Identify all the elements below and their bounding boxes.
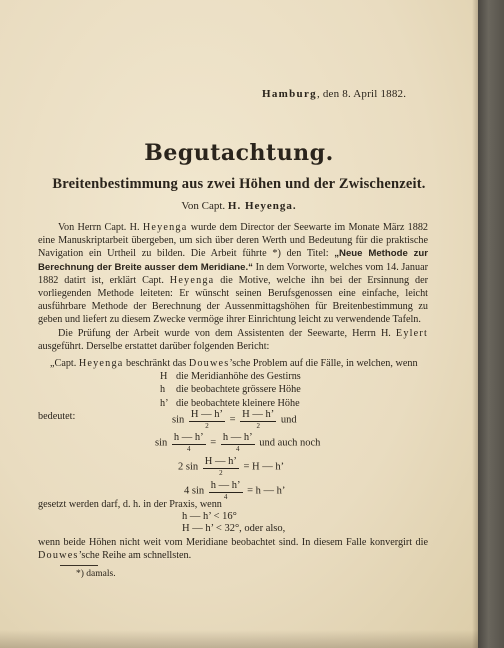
eq3-function: 2 sin — [178, 461, 199, 473]
eq4-tail: = h — h’ — [247, 485, 286, 497]
conclusion-paragraph — [38, 536, 428, 562]
paragraph-1 — [38, 221, 428, 327]
eq2-function: sin — [155, 437, 168, 449]
book-spine — [478, 0, 504, 648]
eq1-numerator: H — h’ — [190, 409, 223, 420]
condition-1: h — h’ < 16° — [182, 511, 237, 522]
page-bottom-shadow — [0, 630, 478, 648]
definition-item — [160, 397, 428, 410]
equation-2 — [155, 432, 320, 454]
document-subtitle: Breitenbestimmung aus zwei Höhen und der Zwischenzeit. — [52, 176, 426, 192]
eq4-denominator: 4 — [223, 493, 228, 501]
eq1-denominator-2: 2 — [256, 422, 260, 430]
condition-2: H — h’ < 32°, oder also, — [182, 523, 286, 534]
definition-text: die beobachtete kleinere Höhe — [176, 397, 300, 409]
byline-prefix: Von Capt. — [181, 200, 226, 212]
p1-text-4: die Motive, welche ihn bei der Ersinnung der vorliegenden Methode leiteten: Er wünscht seinen Berufsgenossen eine einfache, leicht ausführbare Methode der Berechnung der Aussenmittagshöhen für Breitenbestimmung zu geben und liefert zu diesem Zwecke vermöge ihrer Einrichtung leicht zu verwendende Tafeln. — [38, 274, 428, 326]
definitions-list — [160, 370, 428, 410]
conclusion-text-1: wenn beide Höhen nicht weit vom Meridiane beobachtet sind. In diesem Falle konvergirt die — [38, 537, 428, 548]
p1-name-2: Heyenga — [169, 274, 215, 286]
eq2-denominator-2: 4 — [235, 445, 240, 453]
eq3-tail: = H — h’ — [243, 461, 285, 473]
dateline-city: Hamburg — [262, 88, 317, 100]
body-text — [38, 221, 429, 426]
definition-symbol: h’ — [160, 397, 169, 409]
quote-text-1: „Capt. — [50, 358, 77, 370]
eq3-denominator: 2 — [219, 469, 223, 477]
p1-name-1: Heyenga — [142, 222, 188, 233]
definition-symbol: h — [160, 384, 166, 396]
paragraph-2 — [38, 327, 428, 353]
eq1-denominator: 2 — [205, 422, 209, 430]
eq2-numerator: h — h’ — [173, 432, 204, 443]
conclusion-text-2: ’sche Reihe am schnellsten. — [78, 550, 192, 562]
eq1-numerator-2: H — h’ — [242, 409, 275, 420]
eq2-fraction-left — [172, 432, 206, 454]
eq3-fraction — [203, 456, 239, 478]
praxis-line: gesetzt werden darf, d. h. in der Praxis, wenn — [38, 499, 222, 510]
eq2-equals: = — [210, 437, 217, 449]
p1-work-title: „Neue Methode zur Berechnung der Breite ausser dem Meridiane.“ — [38, 248, 428, 273]
quote-text-3: ’sche Problem auf die Fälle, in welchen, wenn — [229, 358, 418, 370]
eq2-denominator: 4 — [187, 445, 191, 453]
bedeutet-label: bedeutet: — [38, 410, 76, 422]
byline-author: H. Heyenga. — [227, 200, 297, 212]
quote-text-2: beschränkt das — [126, 358, 187, 370]
eq2-fraction-right — [221, 432, 255, 454]
eq1-fraction-right — [240, 409, 276, 431]
eq4-function: 4 sin — [184, 485, 205, 497]
quote-name-1: Heyenga — [78, 358, 124, 370]
eq2-numerator-2: h — h’ — [222, 432, 253, 443]
p2-text-2: ausgeführt. Derselbe erstattet darüber folgenden Bericht: — [38, 340, 270, 352]
dateline-date: den 8. April 1882. — [322, 88, 407, 100]
quote-name-2: Douwes — [188, 358, 230, 370]
equation-1 — [172, 409, 297, 431]
definition-symbol: H — [160, 371, 168, 383]
footnote: *) damals. — [76, 569, 116, 579]
p1-text-2: wurde dem Director der Seewarte im Monate März 1882 eine Manuskriptarbeit übergeben, um sich über deren Werth und Bedeutung für die praktische Navigation ein Urtheil zu bilden. Die Arbeit führte *) den Titel: — [38, 222, 429, 260]
equation-3 — [178, 456, 284, 478]
p2-name: Eylert — [395, 327, 429, 339]
quote-intro — [38, 357, 428, 370]
p1-text-1: Von Herrn Capt. H. — [58, 222, 140, 233]
document-title: Begutachtung. — [144, 140, 334, 166]
p1-text-3: In dem Vorworte, welches vom 14. Januar 1882 datirt ist, erklärt Capt. — [38, 261, 429, 286]
eq1-tail: und — [280, 414, 297, 426]
eq1-fraction-left — [189, 409, 225, 431]
eq2-tail: und auch noch — [259, 437, 321, 449]
eq1-function: sin — [172, 414, 185, 426]
definition-text: die Meridianhöhe des Gestirns — [176, 371, 301, 383]
conclusion-name: Douwes — [38, 550, 79, 562]
eq1-equals: = — [229, 414, 236, 426]
eq4-numerator: h — h’ — [210, 480, 241, 491]
dateline: Hamburg, den 8. April 1882. — [262, 88, 407, 100]
definition-item — [160, 370, 428, 383]
definition-text: die beobachtete grössere Höhe — [176, 384, 301, 396]
definition-item — [160, 383, 428, 396]
byline — [0, 200, 478, 212]
footnote-rule — [60, 565, 98, 566]
p2-text-1: Die Prüfung der Arbeit wurde von dem Assistenten der Seewarte, Herrn H. — [58, 327, 391, 339]
eq3-numerator: H — h’ — [204, 456, 237, 467]
